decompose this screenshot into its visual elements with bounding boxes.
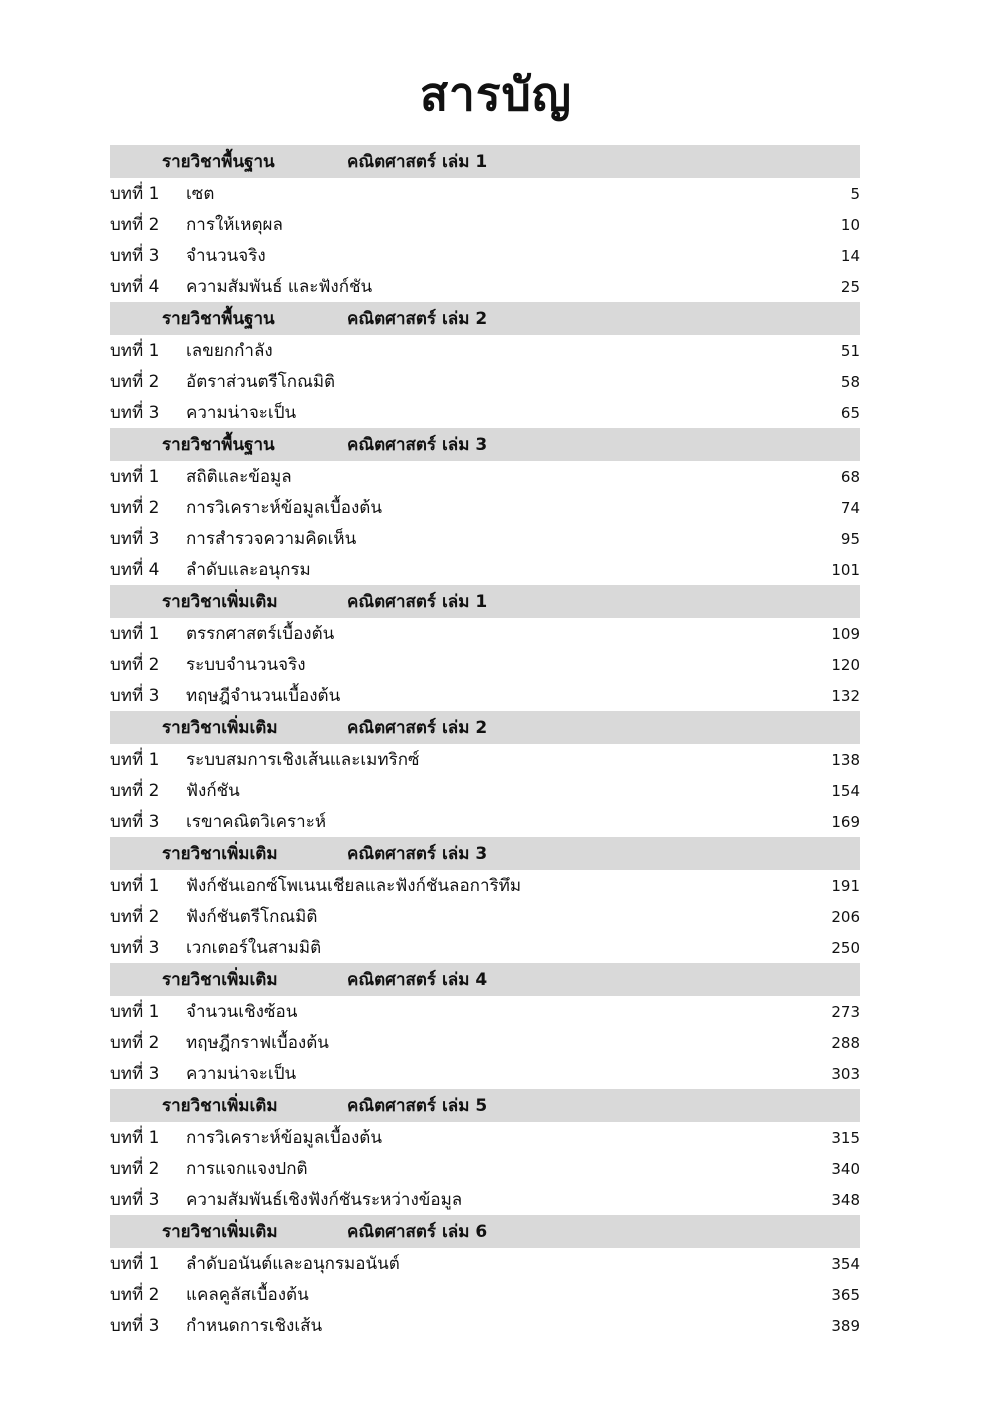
chapter-title: ความน่าจะเป็น [186, 403, 297, 423]
chapter-number: บทที่ 1 [110, 1254, 160, 1274]
chapter-page: 206 [831, 907, 860, 926]
chapter-page: 65 [840, 403, 860, 422]
toc-chapter-row [110, 618, 860, 649]
toc-section-header [110, 711, 860, 744]
chapter-number: บทที่ 1 [110, 876, 160, 896]
section-subject: รายวิชาเพิ่มเติม [162, 970, 278, 990]
chapter-number: บทที่ 2 [110, 1285, 160, 1305]
toc-chapter-row [110, 1248, 860, 1279]
section-subject: รายวิชาเพิ่มเติม [162, 1222, 278, 1242]
chapter-title: ทฤษฎีจำนวนเบื้องต้น [186, 686, 341, 706]
section-book: คณิตศาสตร์ เล่ม 3 [347, 844, 488, 864]
toc-section-header [110, 585, 860, 618]
chapter-title: ตรรกศาสตร์เบื้องต้น [186, 624, 335, 644]
toc-section-header [110, 428, 860, 461]
chapter-number: บทที่ 1 [110, 1128, 160, 1148]
toc-chapter-row [110, 271, 860, 302]
toc-chapter-row [110, 744, 860, 775]
toc-chapter-row [110, 649, 860, 680]
toc-chapter-row [110, 366, 860, 397]
chapter-number: บทที่ 3 [110, 1316, 160, 1336]
section-book: คณิตศาสตร์ เล่ม 6 [347, 1222, 488, 1242]
chapter-title: เซต [186, 184, 215, 204]
toc-chapter-row [110, 178, 860, 209]
chapter-page: 25 [840, 277, 860, 296]
chapter-page: 68 [840, 467, 860, 486]
toc-chapter-row [110, 932, 860, 963]
chapter-title: กำหนดการเชิงเส้น [186, 1316, 323, 1336]
toc-chapter-row [110, 775, 860, 806]
chapter-title: เวกเตอร์ในสามมิติ [186, 938, 322, 958]
chapter-number: บทที่ 1 [110, 341, 160, 361]
chapter-page: 109 [831, 624, 860, 643]
chapter-title: ทฤษฎีกราฟเบื้องต้น [186, 1033, 329, 1053]
toc-chapter-row [110, 996, 860, 1027]
section-subject: รายวิชาพื้นฐาน [162, 435, 275, 455]
chapter-page: 303 [831, 1064, 860, 1083]
chapter-title: แคลคูลัสเบื้องต้น [186, 1285, 309, 1305]
toc-chapter-row [110, 554, 860, 585]
toc-chapter-row [110, 335, 860, 366]
toc-chapter-row [110, 461, 860, 492]
chapter-page: 10 [840, 215, 860, 234]
chapter-number: บทที่ 3 [110, 403, 160, 423]
chapter-page: 354 [831, 1254, 860, 1273]
chapter-number: บทที่ 1 [110, 467, 160, 487]
chapter-page: 101 [831, 560, 860, 579]
chapter-page: 365 [831, 1285, 860, 1304]
section-book: คณิตศาสตร์ เล่ม 1 [347, 592, 488, 612]
chapter-page: 315 [831, 1128, 860, 1147]
chapter-number: บทที่ 3 [110, 246, 160, 266]
chapter-number: บทที่ 1 [110, 750, 160, 770]
chapter-page: 250 [831, 938, 860, 957]
toc-chapter-row [110, 492, 860, 523]
toc-section-header [110, 837, 860, 870]
section-book: คณิตศาสตร์ เล่ม 2 [347, 718, 488, 738]
chapter-title: ลำดับอนันต์และอนุกรมอนันต์ [186, 1254, 400, 1274]
chapter-page: 154 [831, 781, 860, 800]
chapter-number: บทที่ 2 [110, 655, 160, 675]
toc-chapter-row [110, 1310, 860, 1341]
chapter-title: การวิเคราะห์ข้อมูลเบื้องต้น [186, 498, 382, 518]
chapter-page: 138 [831, 750, 860, 769]
chapter-title: ฟังก์ชัน [186, 781, 240, 801]
toc-chapter-row [110, 1122, 860, 1153]
table-of-contents [110, 145, 860, 1341]
chapter-title: ฟังก์ชันเอกซ์โพเนนเชียลและฟังก์ชันลอการิทึม [186, 876, 522, 896]
chapter-title: ระบบสมการเชิงเส้นและเมทริกซ์ [186, 750, 420, 770]
chapter-page: 340 [831, 1159, 860, 1178]
section-subject: รายวิชาเพิ่มเติม [162, 718, 278, 738]
page-title: สารบัญ [419, 67, 572, 121]
chapter-title: ระบบจำนวนจริง [186, 655, 306, 675]
chapter-page: 169 [831, 812, 860, 831]
chapter-title: การให้เหตุผล [186, 215, 283, 235]
chapter-page: 191 [831, 876, 860, 895]
chapter-number: บทที่ 3 [110, 529, 160, 549]
chapter-title: ฟังก์ชันตรีโกณมิติ [186, 907, 318, 927]
chapter-number: บทที่ 2 [110, 372, 160, 392]
toc-section-header [110, 145, 860, 178]
chapter-page: 132 [831, 686, 860, 705]
toc-section-header [110, 1215, 860, 1248]
chapter-title: เลขยกกำลัง [186, 341, 273, 361]
chapter-number: บทที่ 2 [110, 781, 160, 801]
chapter-number: บทที่ 2 [110, 498, 160, 518]
chapter-number: บทที่ 2 [110, 1159, 160, 1179]
chapter-number: บทที่ 3 [110, 1064, 160, 1084]
toc-section-header [110, 963, 860, 996]
section-subject: รายวิชาเพิ่มเติม [162, 592, 278, 612]
section-book: คณิตศาสตร์ เล่ม 1 [347, 152, 488, 172]
chapter-page: 95 [840, 529, 860, 548]
section-subject: รายวิชาพื้นฐาน [162, 152, 275, 172]
chapter-number: บทที่ 3 [110, 938, 160, 958]
chapter-title: การวิเคราะห์ข้อมูลเบื้องต้น [186, 1128, 382, 1148]
chapter-number: บทที่ 1 [110, 1002, 160, 1022]
chapter-page: 74 [840, 498, 860, 517]
toc-chapter-row [110, 806, 860, 837]
chapter-page: 51 [840, 341, 860, 360]
chapter-title: ความสัมพันธ์เชิงฟังก์ชันระหว่างข้อมูล [186, 1190, 463, 1210]
chapter-title: การแจกแจงปกติ [186, 1159, 308, 1179]
chapter-title: ความสัมพันธ์ และฟังก์ชัน [186, 277, 373, 297]
chapter-title: สถิติและข้อมูล [186, 467, 292, 487]
chapter-page: 348 [831, 1190, 860, 1209]
chapter-title: ลำดับและอนุกรม [186, 560, 311, 580]
toc-section-header [110, 302, 860, 335]
chapter-number: บทที่ 4 [110, 560, 160, 580]
chapter-page: 58 [840, 372, 860, 391]
section-book: คณิตศาสตร์ เล่ม 2 [347, 309, 488, 329]
chapter-number: บทที่ 2 [110, 907, 160, 927]
chapter-title: จำนวนจริง [186, 246, 266, 266]
chapter-page: 120 [831, 655, 860, 674]
section-subject: รายวิชาพื้นฐาน [162, 309, 275, 329]
toc-chapter-row [110, 240, 860, 271]
toc-chapter-row [110, 1058, 860, 1089]
toc-chapter-row [110, 1279, 860, 1310]
chapter-title: เรขาคณิตวิเคราะห์ [186, 812, 327, 832]
chapter-number: บทที่ 1 [110, 184, 160, 204]
chapter-page: 273 [831, 1002, 860, 1021]
chapter-page: 14 [840, 246, 860, 265]
chapter-page: 5 [850, 184, 860, 203]
toc-chapter-row [110, 1184, 860, 1215]
chapter-number: บทที่ 2 [110, 1033, 160, 1053]
toc-chapter-row [110, 1153, 860, 1184]
toc-chapter-row [110, 1027, 860, 1058]
section-book: คณิตศาสตร์ เล่ม 3 [347, 435, 488, 455]
chapter-number: บทที่ 3 [110, 686, 160, 706]
chapter-page: 288 [831, 1033, 860, 1052]
toc-chapter-row [110, 870, 860, 901]
chapter-number: บทที่ 2 [110, 215, 160, 235]
toc-chapter-row [110, 209, 860, 240]
chapter-number: บทที่ 4 [110, 277, 160, 297]
section-subject: รายวิชาเพิ่มเติม [162, 1096, 278, 1116]
section-book: คณิตศาสตร์ เล่ม 4 [347, 970, 488, 990]
section-subject: รายวิชาเพิ่มเติม [162, 844, 278, 864]
chapter-title: การสำรวจความคิดเห็น [186, 529, 357, 549]
chapter-title: อัตราส่วนตรีโกณมิติ [186, 372, 336, 392]
chapter-number: บทที่ 3 [110, 812, 160, 832]
chapter-page: 389 [831, 1316, 860, 1335]
chapter-number: บทที่ 1 [110, 624, 160, 644]
chapter-title: ความน่าจะเป็น [186, 1064, 297, 1084]
chapter-number: บทที่ 3 [110, 1190, 160, 1210]
toc-section-header [110, 1089, 860, 1122]
section-book: คณิตศาสตร์ เล่ม 5 [347, 1096, 488, 1116]
toc-chapter-row [110, 680, 860, 711]
toc-chapter-row [110, 397, 860, 428]
toc-chapter-row [110, 901, 860, 932]
toc-chapter-row [110, 523, 860, 554]
chapter-title: จำนวนเชิงซ้อน [186, 1002, 298, 1022]
